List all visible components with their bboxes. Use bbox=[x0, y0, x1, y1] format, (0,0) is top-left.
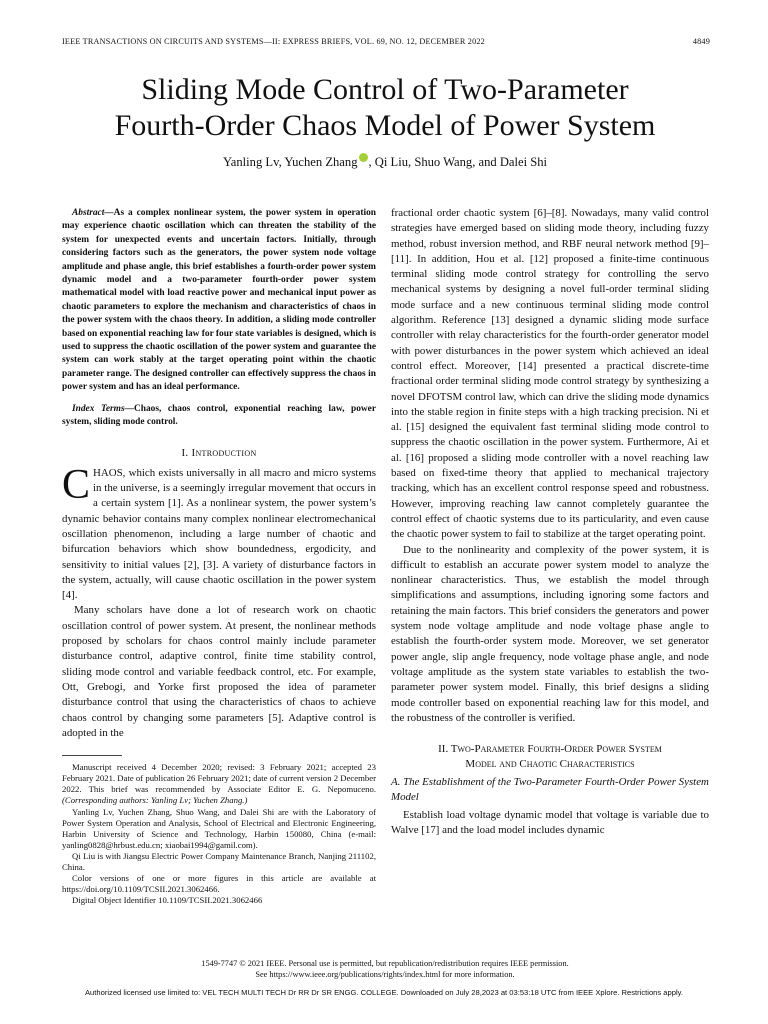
index-terms bbox=[62, 403, 376, 430]
abstract-label: Abstract— bbox=[72, 208, 114, 218]
index-terms-label: Index Terms— bbox=[72, 403, 134, 414]
right-paragraph-2: Due to the nonlinearity and complexity of the power system, it is difficult to establish an accurate power system model to analyze the nonlinear characteristics. Thus, we establish the model through simplifications and assumptions, including ignoring some factors and retaining the main factors. This brief considers the generators and power system node voltage amplitude and node voltage phase angle to establish the fourth-order system mode. Moreover, we set generator power angle, slip angle frequency, node voltage phase angle, and node voltage amplitude as the system state variables to establish the two-parameter power system model. Finally, this brief designs a sliding mode controller based on exponential reaching law for this model, and the robustness of the controller is verified. bbox=[391, 543, 709, 724]
left-column bbox=[62, 207, 376, 906]
footnote-divider bbox=[62, 755, 122, 756]
footnote-manuscript-text: Manuscript received 4 December 2020; revised: 3 February 2021; accepted 23 February 2021. Date of publication 26 February 2021; date of current version 2 December 2022. This brief was recommended by Associate Editor E. G. Nepomuceno. bbox=[62, 762, 376, 795]
running-header bbox=[62, 37, 710, 46]
copyright-line-2: See https://www.ieee.org/publications/rights/index.html for more information. bbox=[255, 970, 515, 979]
intro-paragraph-2: Many scholars have done a lot of research work on chaotic oscillation control of power system. At present, the nonlinear methods proposed by scholars for chaos control mainly include parameter disturbance control, adaptive control, finite time stability control, sliding mode control and variable feedback control, etc. For example, Ott, Grebogi, and Yorke first proposed the idea of parameter disturbance control that using the characteristics of chaos to achieve chaos control by changing some parameters [5]. Adaptive control is adopted in the bbox=[62, 604, 376, 739]
footnote-color-versions: Color versions of one or more figures in this article are available at https://doi.org/10.1109/TCSII.2021.3062466. bbox=[62, 873, 376, 895]
right-column bbox=[391, 206, 709, 839]
title-line-1: Sliding Mode Control of Two-Parameter bbox=[141, 73, 629, 106]
section-heading-introduction: I. Introduction bbox=[181, 446, 257, 459]
footnotes bbox=[62, 762, 376, 906]
right-paragraph-3: Establish load voltage dynamic model that voltage is variable due to Walve [17] and the load model includes dynamic bbox=[391, 808, 709, 837]
section-2-line-1: II. Two-Parameter Fourth-Order Power System bbox=[438, 743, 662, 756]
authors-part-2: , Qi Liu, Shuo Wang, and Dalei Shi bbox=[368, 155, 548, 169]
copyright-notice bbox=[40, 958, 730, 980]
license-notice: Authorized licensed use limited to: VEL TECH MULTI TECH Dr RR Dr SR ENGG. COLLEGE. Downloaded on July 28,2023 at 03:53:18 UTC from IEEE Xplore. Restrictions apply. bbox=[84, 988, 684, 997]
journal-name: IEEE TRANSACTIONS ON CIRCUITS AND SYSTEMS—II: EXPRESS BRIEFS, VOL. 69, NO. 12, DECEMBER 2022 bbox=[62, 37, 485, 46]
intro-first-word: HAOS, bbox=[93, 466, 126, 479]
section-heading-2 bbox=[391, 742, 709, 772]
orcid-icon[interactable] bbox=[359, 153, 368, 162]
page-number: 4849 bbox=[692, 37, 710, 46]
footnote-doi: Digital Object Identifier 10.1109/TCSII.2021.3062466 bbox=[72, 895, 263, 906]
footnote-manuscript bbox=[62, 762, 376, 806]
section-2-line-2: Model and Chaotic Characteristics bbox=[465, 758, 635, 771]
footnote-corresponding: (Corresponding authors: Yanling Lv; Yuchen Zhang.) bbox=[62, 795, 248, 806]
footnote-affiliation-1: Yanling Lv, Yuchen Zhang, Shuo Wang, and Dalei Shi are with the Laboratory of Power System Operation and Analysis, School of Electrical and Electronic Engineering, Harbin University of Science and Technology, Harbin 150080, China (e-mail: yanling0828@hrbust.edu.cn; xiaobai1994@gamil.com). bbox=[62, 806, 376, 850]
paper-title bbox=[40, 72, 730, 144]
title-line-2: Fourth-Order Chaos Model of Power System bbox=[114, 109, 656, 142]
dropcap-letter: C bbox=[62, 461, 91, 508]
subsection-heading-a: A. The Establishment of the Two-Parameter Fourth-Order Power System Model bbox=[391, 776, 709, 803]
abstract bbox=[62, 207, 376, 395]
copyright-line-1: 1549-7747 © 2021 IEEE. Personal use is permitted, but republication/redistribution requires IEEE permission. bbox=[201, 959, 569, 968]
abstract-text: As a complex nonlinear system, the power system in operation may experience chaotic oscillation which can threaten the stability of the system for unexpected events and uncertain factors. Initially, through considering factors such as the generators, the power system node voltage amplitude and phase angle, this brief establishes a fourth-order power system dynamic model and a two-parameter fourth-order power system mathematical model with load reactive power and mechanical input power as chaotic parameters to explore the mechanism and characteristics of chaos in the power system with the chaos theory. In addition, a sliding mode controller based on exponential reaching law for four state variables is designed, which is used to suppress the chaotic oscillation of the power system and guarantee the system can work stably at the target operating point within the chaotic parameter range. The designed controller can effectively suppress the chaos in power system and has an ideal performance. bbox=[62, 208, 376, 393]
footnote-affiliation-2: Qi Liu is with Jiangsu Electric Power Company Maintenance Branch, Nanjing 211102, China. bbox=[62, 850, 376, 872]
right-paragraph-1: fractional order chaotic system [6]–[8]. Nowadays, many valid control strategies have emerged based on sliding mode theory, including fuzzy method, robust inversion method, and RBF neural network method [9]–[11]. In addition, Hou et al. [12] proposed a finite-time continuous terminal sliding mode control strategy for controlling the servo mechanical systems by designing a novel full-order terminal sliding mode surface and a new continuous terminal sliding mode control algorithm. Reference [13] designed a dynamic sliding mode surface controller with relay characteristics for the fourth-order generator model with power disturbances in the power system which achieved an ideal control effect. Moreover, [14] presented a practical discrete-time fractional order terminal sliding mode control strategy by synthesizing a novel DFOTSM control law, which can drive the sliding mode dynamics into the stable region in finite steps with a high tracking precision. Ni et al. [15] designed the equivalent fast terminal sliding mode control to suppress the chaotic oscillation in the power system. Furthermore, Ai et al. [16] proposed a sliding mode controller with a novel reaching law based on fixed-time theory that applied to mechanical trajectory tracking, which has an excellent control response speed and robustness. However, improving reaching law cannot completely guarantee the control effect of chaotic systems due to its particularity, and even cause the chaotic power system to fail to stabilize at the target operating point. bbox=[391, 207, 709, 541]
author-list bbox=[40, 153, 730, 170]
index-terms-text: Chaos, chaos control, exponential reaching law, power system, sliding mode control. bbox=[62, 403, 377, 428]
intro-paragraph-1 bbox=[62, 461, 376, 604]
intro-p1-text: which exists universally in all macro and micro systems in the universe, is a seemingly irregular movement that occurs in a certain system [1]. As a nonlinear system, the power system’s dynamic behavior contains many complex nonlinear electromechanical oscillation phenomenon, including a large number of chaotic and bifurcation behaviors which show boundedness, ergodicity, and sensitivity to initial values [2], [3]. A variety of disturbance factors in the system, actually, will cause chaotic oscillation in the power system [4]. bbox=[62, 466, 376, 602]
authors-part-1: Yanling Lv, Yuchen Zhang bbox=[222, 155, 358, 169]
